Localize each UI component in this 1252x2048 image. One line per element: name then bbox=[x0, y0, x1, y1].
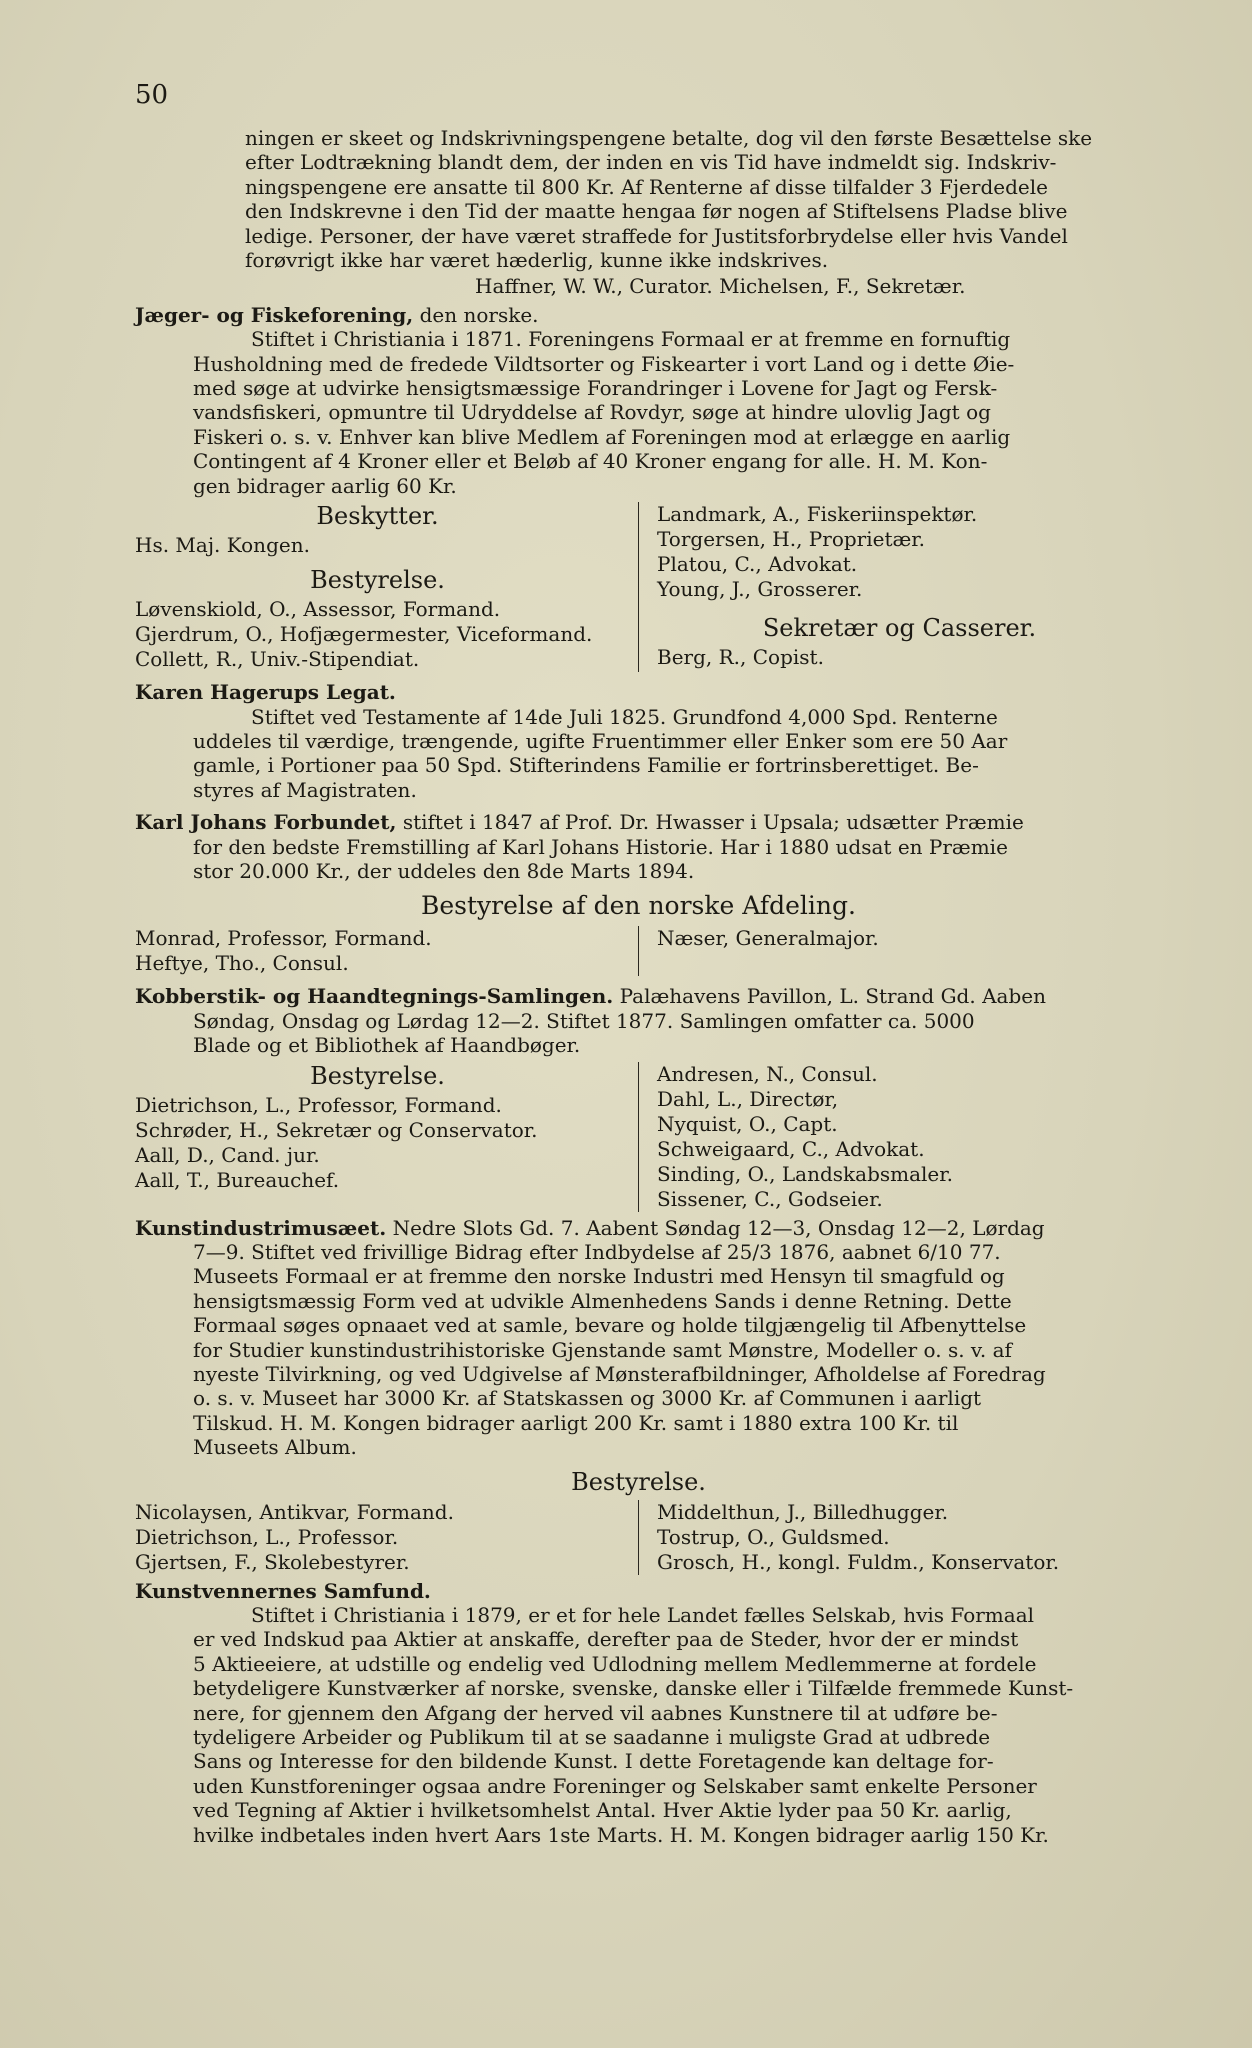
protector-name: Hs. Maj. Kongen. bbox=[135, 533, 310, 558]
entry-title: Kobberstik- og Haandtegnings-Samlingen. bbox=[135, 984, 614, 1009]
entry-title: Karl Johans Forbundet, bbox=[135, 810, 397, 835]
entry-hagerup bbox=[135, 680, 1142, 802]
entry-heading bbox=[135, 680, 1142, 704]
entry-title-rest: den norske. bbox=[413, 302, 539, 327]
board-member: Nyquist, O., Capt. bbox=[657, 1111, 838, 1136]
board-columns bbox=[135, 1500, 1142, 1575]
text-line: Stiftet i Christiania i 1871. Foreningens Formaal er at fremme en fornuftig bbox=[251, 327, 1011, 352]
text-line: Contingent af 4 Kroner eller et Beløb af 40 Kroner engang for alle. H. M. Kon- bbox=[193, 449, 988, 474]
board-heading: Bestyrelse. bbox=[571, 1467, 706, 1496]
text-line: hensigtsmæssig Form ved at udvikle Almenhedens Sands i denne Retning. Dette bbox=[193, 1288, 1012, 1313]
board-left-column bbox=[135, 502, 639, 672]
entry-body bbox=[135, 327, 1142, 498]
text-line: ningen er skeet og Indskrivningspengene betalte, dog vil den første Besættelse ske bbox=[245, 126, 1093, 150]
board-member: Tostrup, O., Guldsmed. bbox=[657, 1524, 890, 1549]
secretary-name: Berg, R., Copist. bbox=[657, 645, 824, 670]
board-member: Aall, D., Cand. jur. bbox=[135, 1142, 320, 1167]
board-member: Nicolaysen, Antikvar, Formand. bbox=[135, 1499, 454, 1524]
board-member: Gjertsen, F., Skolebestyrer. bbox=[135, 1549, 410, 1574]
entry-heading bbox=[135, 984, 1142, 1008]
entry-karljohan bbox=[135, 810, 1142, 976]
board-member: Næser, Generalmajor. bbox=[657, 926, 879, 951]
board-right-column bbox=[639, 502, 1142, 672]
text-line: Søndag, Onsdag og Lørdag 12—2. Stiftet 1877. Samlingen omfatter ca. 5000 bbox=[193, 1008, 975, 1033]
entry-first-line: Nedre Slots Gd. 7. Aabent Søndag 12—3, Onsdag 12—2, Lørdag bbox=[386, 1215, 1045, 1240]
board-member: Collett, R., Univ.-Stipendiat. bbox=[135, 647, 420, 672]
text-line: ningspengene ere ansatte til 800 Kr. Af Renterne af disse tilfalder 3 Fjerdedele bbox=[245, 174, 1048, 199]
board-columns bbox=[135, 1062, 1142, 1212]
board-heading: Bestyrelse. bbox=[310, 1061, 445, 1090]
board-member: Dahl, L., Directør, bbox=[657, 1086, 839, 1111]
text-line: Sans og Interesse for den bildende Kunst. I dette Foretagende kan deltage for- bbox=[193, 1749, 994, 1774]
entry-title: Jæger- og Fiskeforening, bbox=[135, 302, 414, 327]
protector-heading: Beskytter. bbox=[316, 502, 439, 531]
board-right-column bbox=[639, 1500, 1142, 1575]
board-columns bbox=[135, 926, 1142, 976]
text-line: efter Lodtrækning blandt dem, der inden en vis Tid have indmeldt sig. Indskriv- bbox=[245, 150, 1057, 175]
entry-heading bbox=[135, 810, 1142, 834]
board-heading: Bestyrelse. bbox=[310, 566, 445, 595]
board-member: Dietrichson, L., Professor, Formand. bbox=[135, 1092, 502, 1117]
entry-title: Kunstindustrimusæet. bbox=[135, 1215, 387, 1240]
text-line: gamle, i Portioner paa 50 Spd. Stifterindens Familie er fortrinsberettiget. Be- bbox=[193, 753, 979, 778]
intro-signature: Haffner, W. W., Curator. Michelsen, F., Sekretær. bbox=[475, 274, 966, 299]
text-line: forøvrigt ikke har været hæderlig, kunne ikke indskrives. bbox=[245, 248, 829, 273]
board-member: Grosch, H., kongl. Fuldm., Konservator. bbox=[657, 1549, 1060, 1574]
entry-jaeger bbox=[135, 303, 1142, 672]
text-line: for Studier kunstindustrihistoriske Gjenstande samt Mønstre, Modeller o. s. v. af bbox=[193, 1337, 1012, 1362]
text-line: Tilskud. H. M. Kongen bidrager aarligt 200 Kr. samt i 1880 extra 100 Kr. til bbox=[193, 1410, 959, 1435]
text-line: Blade og et Bibliothek af Haandbøger. bbox=[193, 1033, 581, 1058]
board-member: Monrad, Professor, Formand. bbox=[135, 926, 432, 951]
board-member: Heftye, Tho., Consul. bbox=[135, 951, 349, 976]
board-member: Aall, T., Bureauchef. bbox=[135, 1167, 340, 1192]
text-line: betydeligere Kunstværker af norske, svenske, danske eller i Tilfælde fremmede Kunst- bbox=[193, 1676, 1074, 1701]
entry-heading bbox=[135, 303, 1142, 327]
board-member: Middelthun, J., Billedhugger. bbox=[657, 1499, 949, 1524]
board-right-column bbox=[639, 1062, 1142, 1212]
entry-body bbox=[135, 1603, 1142, 1847]
board-left-column bbox=[135, 1500, 639, 1575]
board-member: Young, J., Grosserer. bbox=[657, 577, 863, 602]
intro-paragraph bbox=[135, 126, 1142, 299]
board-member: Løvenskiold, O., Assessor, Formand. bbox=[135, 597, 501, 622]
text-line: for den bedste Fremstilling af Karl Johans Historie. Har i 1880 udsat en Præmie bbox=[193, 834, 1008, 859]
board-member: Dietrichson, L., Professor. bbox=[135, 1524, 399, 1549]
text-line: Museets Album. bbox=[193, 1435, 357, 1460]
entry-heading bbox=[135, 1216, 1142, 1240]
text-line: uddeles til værdige, trængende, ugifte Fruentimmer eller Enker som ere 50 Aar bbox=[193, 728, 1008, 753]
entry-body bbox=[135, 835, 1142, 884]
text-line: Stiftet i Christiania i 1879, er et for hele Landet fælles Selskab, hvis Formaal bbox=[251, 1603, 1035, 1628]
board-columns bbox=[135, 502, 1142, 672]
text-line: vandsfiskeri, opmuntre til Udryddelse af Rovdyr, søge at hindre ulovlig Jagt og bbox=[193, 400, 991, 425]
board-member: Gjerdrum, O., Hofjægermester, Viceformand. bbox=[135, 622, 593, 647]
entry-first-line: stiftet i 1847 af Prof. Dr. Hwasser i Upsala; udsætter Præmie bbox=[396, 810, 1024, 835]
entry-kobberstik bbox=[135, 984, 1142, 1211]
board-left-column bbox=[135, 1062, 639, 1212]
entry-kunstindustri bbox=[135, 1216, 1142, 1575]
entry-title: Kunstvennernes Samfund. bbox=[135, 1578, 431, 1603]
board-member: Platou, C., Advokat. bbox=[657, 552, 858, 577]
text-line: nyeste Tilvirkning, og ved Udgivelse af Mønsterafbildninger, Afholdelse af Foredrag bbox=[193, 1362, 1046, 1386]
board-member: Sissener, C., Godseier. bbox=[657, 1186, 883, 1211]
text-line: er ved Indskud paa Aktier at anskaffe, derefter paa de Steder, hvor der er mindst bbox=[193, 1627, 1019, 1652]
board-heading: Bestyrelse af den norske Afdeling. bbox=[421, 891, 856, 921]
board-right-column bbox=[639, 926, 1142, 976]
board-left-column bbox=[135, 926, 639, 976]
secretary-heading: Sekretær og Casserer. bbox=[762, 614, 1037, 643]
entry-body bbox=[135, 1240, 1142, 1460]
text-line: Stiftet ved Testamente af 14de Juli 1825. Grundfond 4,000 Spd. Renterne bbox=[251, 704, 998, 729]
text-line: 7—9. Stiftet ved frivillige Bidrag efter Indbydelse af 25/3 1876, aabnet 6/10 77. bbox=[193, 1239, 1001, 1264]
text-line: nere, for gjennem den Afgang der herved vil aabnes Kunstnere til at udføre be- bbox=[193, 1700, 998, 1725]
board-member: Schweigaard, C., Advokat. bbox=[657, 1136, 925, 1161]
entry-first-line: Palæhavens Pavillon, L. Strand Gd. Aaben bbox=[613, 984, 1046, 1009]
board-member: Landmark, A., Fiskeriinspektør. bbox=[657, 502, 978, 527]
entry-body bbox=[135, 705, 1142, 803]
text-line: hvilke indbetales inden hvert Aars 1ste Marts. H. M. Kongen bidrager aarlig 150 Kr. bbox=[193, 1822, 1049, 1847]
text-line: tydeligere Arbeider og Publikum til at se saadanne i muligste Grad at udbrede bbox=[193, 1725, 991, 1750]
text-line: o. s. v. Museet har 3000 Kr. af Statskassen og 3000 Kr. af Communen i aarligt bbox=[193, 1386, 982, 1411]
entry-body bbox=[135, 1009, 1142, 1058]
entry-heading bbox=[135, 1579, 1142, 1603]
page-number: 50 bbox=[135, 80, 169, 110]
text-line: Formaal søges opnaaet ved at samle, bevare og holde tilgjængelig til Afbenyttelse bbox=[193, 1313, 1027, 1338]
entry-kunstvenner bbox=[135, 1579, 1142, 1847]
text-line: uden Kunstforeninger ogsaa andre Foreninger og Selskaber samt enkelte Personer bbox=[193, 1773, 1037, 1798]
text-line: med søge at udvirke hensigtsmæssige Forandringer i Lovene for Jagt og Fersk- bbox=[193, 376, 998, 401]
text-line: 5 Aktieeiere, at udstille og endelig ved Udlodning mellem Medlemmerne at fordele bbox=[193, 1651, 1037, 1676]
text-line: gen bidrager aarlig 60 Kr. bbox=[193, 473, 457, 498]
text-line: den Indskrevne i den Tid der maatte hengaa før nogen af Stiftelsens Pladse blive bbox=[245, 199, 1068, 224]
text-line: stor 20.000 Kr., der uddeles den 8de Marts 1894. bbox=[193, 858, 695, 883]
board-member: Torgersen, H., Proprietær. bbox=[657, 527, 926, 552]
text-line: Museets Formaal er at fremme den norske Industri med Hensyn til smagfuld og bbox=[193, 1264, 1005, 1289]
board-member: Sinding, O., Landskabsmaler. bbox=[657, 1161, 953, 1186]
text-line: Husholdning med de fredede Vildtsorter og Fiskearter i vort Land og i dette Øie- bbox=[193, 351, 1015, 376]
text-line: styres af Magistraten. bbox=[193, 777, 417, 802]
text-line: ved Tegning af Aktier i hvilketsomhelst Antal. Hver Aktie lyder paa 50 Kr. aarlig, bbox=[193, 1798, 1012, 1823]
board-member: Andresen, N., Consul. bbox=[657, 1061, 878, 1086]
text-line: ledige. Personer, der have været straffede for Justitsforbrydelse eller hvis Vandel bbox=[245, 223, 1068, 248]
text-line: Fiskeri o. s. v. Enhver kan blive Medlem af Foreningen mod at erlægge en aarlig bbox=[193, 424, 1011, 449]
entry-title: Karen Hagerups Legat. bbox=[135, 680, 396, 705]
board-member: Schrøder, H., Sekretær og Conservator. bbox=[135, 1117, 538, 1142]
